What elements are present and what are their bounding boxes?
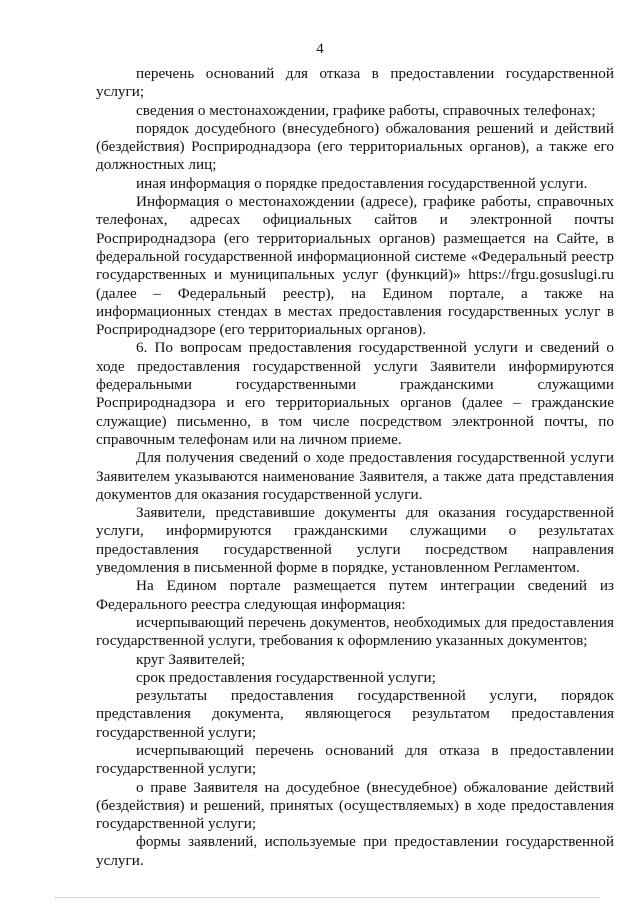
list-item-documents: исчерпывающий перечень документов, необходимых для предоставления государственной услуги, требования к оформлению указанных документов;	[96, 613, 614, 650]
list-item-appeal-right: о праве Заявителя на досудебное (внесудебное) обжалование действий (бездействия) и решений, принятых (осуществляемых) в ходе предоставления государственной услуги;	[96, 778, 614, 833]
scan-bottom-edge	[55, 897, 600, 898]
paragraph-portal-info-intro: На Едином портале размещается путем интеграции сведений из Федерального реестра следующая информация:	[96, 577, 614, 613]
paragraph-location-info: сведения о местонахождении, графике работы, справочных телефонах;	[136, 101, 596, 119]
paragraph-contact-info-placement: Информация о местонахождении (адресе), графике работы, справочных телефонах, адресах официальных сайтов и электронной почты Росприроднадзора (его территориальных органов) размещается на Сайте, в федеральной государственной информационной системе «Федеральный реестр государственных и муниципальных услуг (функций)» https://frgu.gosuslugi.ru (далее – Федеральный реестр), на Едином портале, а также на информационных стендах в местах предоставления государственных услуг в Росприроднадзоре (его территориальных органов).	[96, 193, 614, 339]
paragraph-grounds-for-refusal-list: перечень оснований для отказа в предоставлении государственной услуги;	[96, 65, 614, 101]
list-item-results: результаты предоставления государственной услуги, порядок представления документа, являющегося результатом предоставления государственной услуги;	[96, 687, 614, 741]
list-item-applicants: круг Заявителей;	[136, 650, 246, 668]
list-item-term: срок предоставления государственной услуги;	[136, 668, 436, 686]
list-item-refusal-grounds: исчерпывающий перечень оснований для отказа в предоставлении государственной услуги;	[96, 741, 614, 778]
document-body	[96, 65, 614, 870]
paragraph-status-request: Для получения сведений о ходе предоставления государственной услуги Заявителем указываются наименование Заявителя, а также дата представления документов для оказания государственной услуги.	[96, 449, 614, 503]
paragraph-other-info: иная информация о порядке предоставления государственной услуги.	[136, 174, 588, 192]
paragraph-applicant-notification: Заявители, представившие документы для оказания государственной услуги, информируются гражданскими служащими о результатах предоставления государственной услуги посредством направления уведомления в письменной форме в порядке, установленном Регламентом.	[96, 504, 614, 577]
paragraph-section-6: 6. По вопросам предоставления государственной услуги и сведений о ходе предоставления государственной услуги Заявители информируются федеральными государственными гражданскими служащими Росприроднадзора и его территориальных органов (далее – гражданские служащие) письменно, в том числе посредством электронной почты, по справочным телефонам или на личном приеме.	[96, 339, 614, 448]
list-item-application-forms: формы заявлений, используемые при предоставлении государственной услуги.	[96, 833, 614, 869]
paragraph-appeal-procedure: порядок досудебного (внесудебного) обжалования решений и действий (бездействия) Росприроднадзора (его территориальных органов), а также его должностных лиц;	[96, 119, 614, 174]
page-number: 4	[316, 41, 324, 57]
